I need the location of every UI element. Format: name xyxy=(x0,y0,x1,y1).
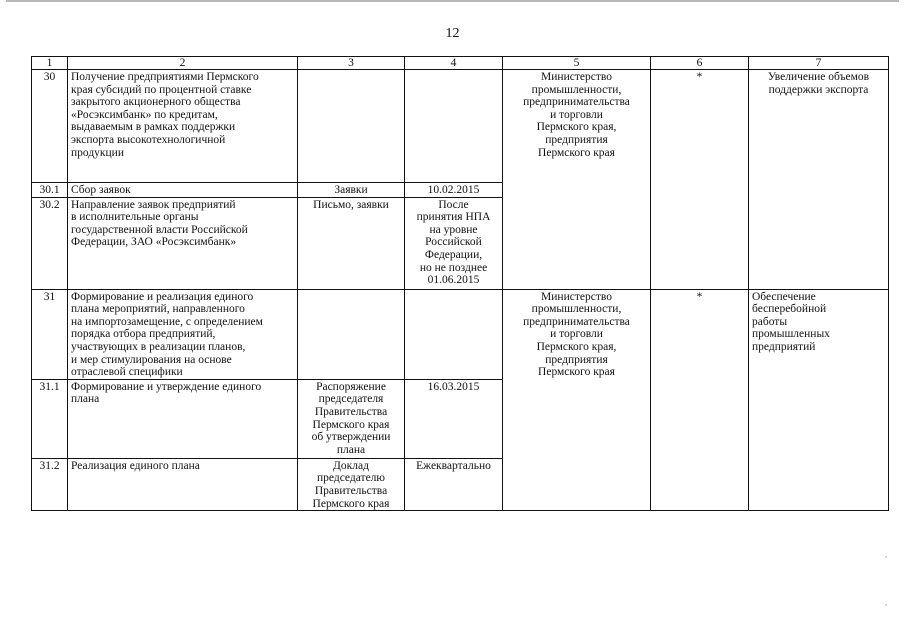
item-number: 30 xyxy=(32,70,68,183)
item-description: Направление заявок предприятий в исполнительные органы государственной власти Российской Федерации, ЗАО «Росэксимбанк» xyxy=(68,197,298,289)
column-header: 5 xyxy=(503,57,651,70)
item-deadline: После принятия НПА на уровне Российской Федерации, но не позднее 01.06.2015 xyxy=(405,197,503,289)
item-mark: * xyxy=(651,289,749,379)
item-deadline: Ежеквартально xyxy=(405,458,503,510)
item-document xyxy=(298,289,405,379)
table-row xyxy=(32,289,889,379)
table-row xyxy=(32,183,889,198)
merged-executor-cell xyxy=(503,458,651,510)
item-document: Письмо, заявки xyxy=(298,197,405,289)
merged-mark-cell xyxy=(651,379,749,458)
merged-result-cell xyxy=(749,379,889,458)
column-header: 6 xyxy=(651,57,749,70)
scan-speck xyxy=(885,604,887,606)
merged-executor-cell xyxy=(503,183,651,198)
merged-executor-cell xyxy=(503,379,651,458)
item-deadline xyxy=(405,289,503,379)
column-header: 3 xyxy=(298,57,405,70)
column-header: 2 xyxy=(68,57,298,70)
item-deadline xyxy=(405,70,503,183)
item-document: Распоряжение председателя Правительства Пермского края об утверждении плана xyxy=(298,379,405,458)
item-mark: * xyxy=(651,70,749,183)
item-deadline: 10.02.2015 xyxy=(405,183,503,198)
top-border-line xyxy=(6,0,899,2)
page-number: 12 xyxy=(445,26,460,41)
item-number: 30.1 xyxy=(32,183,68,198)
item-result: Обеспечение бесперебойной работы промышленных предприятий xyxy=(749,289,889,379)
item-document: Заявки xyxy=(298,183,405,198)
merged-result-cell xyxy=(749,458,889,510)
action-plan-table xyxy=(31,56,889,511)
item-description: Сбор заявок xyxy=(68,183,298,198)
item-number: 30.2 xyxy=(32,197,68,289)
column-header: 4 xyxy=(405,57,503,70)
merged-result-cell xyxy=(749,183,889,198)
item-description: Формирование и реализация единого плана мероприятий, направленного на импортозамещение, с определением порядка отбора предприятий, участвующих в реализации планов, и мер стимулирования на основе отраслевой специфики xyxy=(68,289,298,379)
item-document xyxy=(298,70,405,183)
item-executor: Министерство промышленности, предпринимательства и торговли Пермского края, предприятия Пермского края xyxy=(503,70,651,183)
item-executor: Министерство промышленности, предпринимательства и торговли Пермского края, предприятия Пермского края xyxy=(503,289,651,379)
scan-speck xyxy=(885,556,887,558)
item-number: 31.2 xyxy=(32,458,68,510)
item-deadline: 16.03.2015 xyxy=(405,379,503,458)
item-result: Увеличение объемов поддержки экспорта xyxy=(749,70,889,183)
column-header: 1 xyxy=(32,57,68,70)
item-number: 31 xyxy=(32,289,68,379)
merged-mark-cell xyxy=(651,197,749,289)
item-description: Реализация единого плана xyxy=(68,458,298,510)
merged-mark-cell xyxy=(651,458,749,510)
table-row xyxy=(32,197,889,289)
item-document: Доклад председателю Правительства Пермского края xyxy=(298,458,405,510)
item-number: 31.1 xyxy=(32,379,68,458)
table-row xyxy=(32,70,889,183)
header-row xyxy=(32,57,889,70)
table-row xyxy=(32,379,889,458)
item-description: Получение предприятиями Пермского края субсидий по процентной ставке закрытого акционерного общества «Росэксимбанк» по кредитам, выдаваемым в рамках поддержки экспорта высокотехнологичной продукции xyxy=(68,70,298,183)
table-row xyxy=(32,458,889,510)
merged-mark-cell xyxy=(651,183,749,198)
merged-result-cell xyxy=(749,197,889,289)
merged-executor-cell xyxy=(503,197,651,289)
item-description: Формирование и утверждение единого плана xyxy=(68,379,298,458)
column-header: 7 xyxy=(749,57,889,70)
